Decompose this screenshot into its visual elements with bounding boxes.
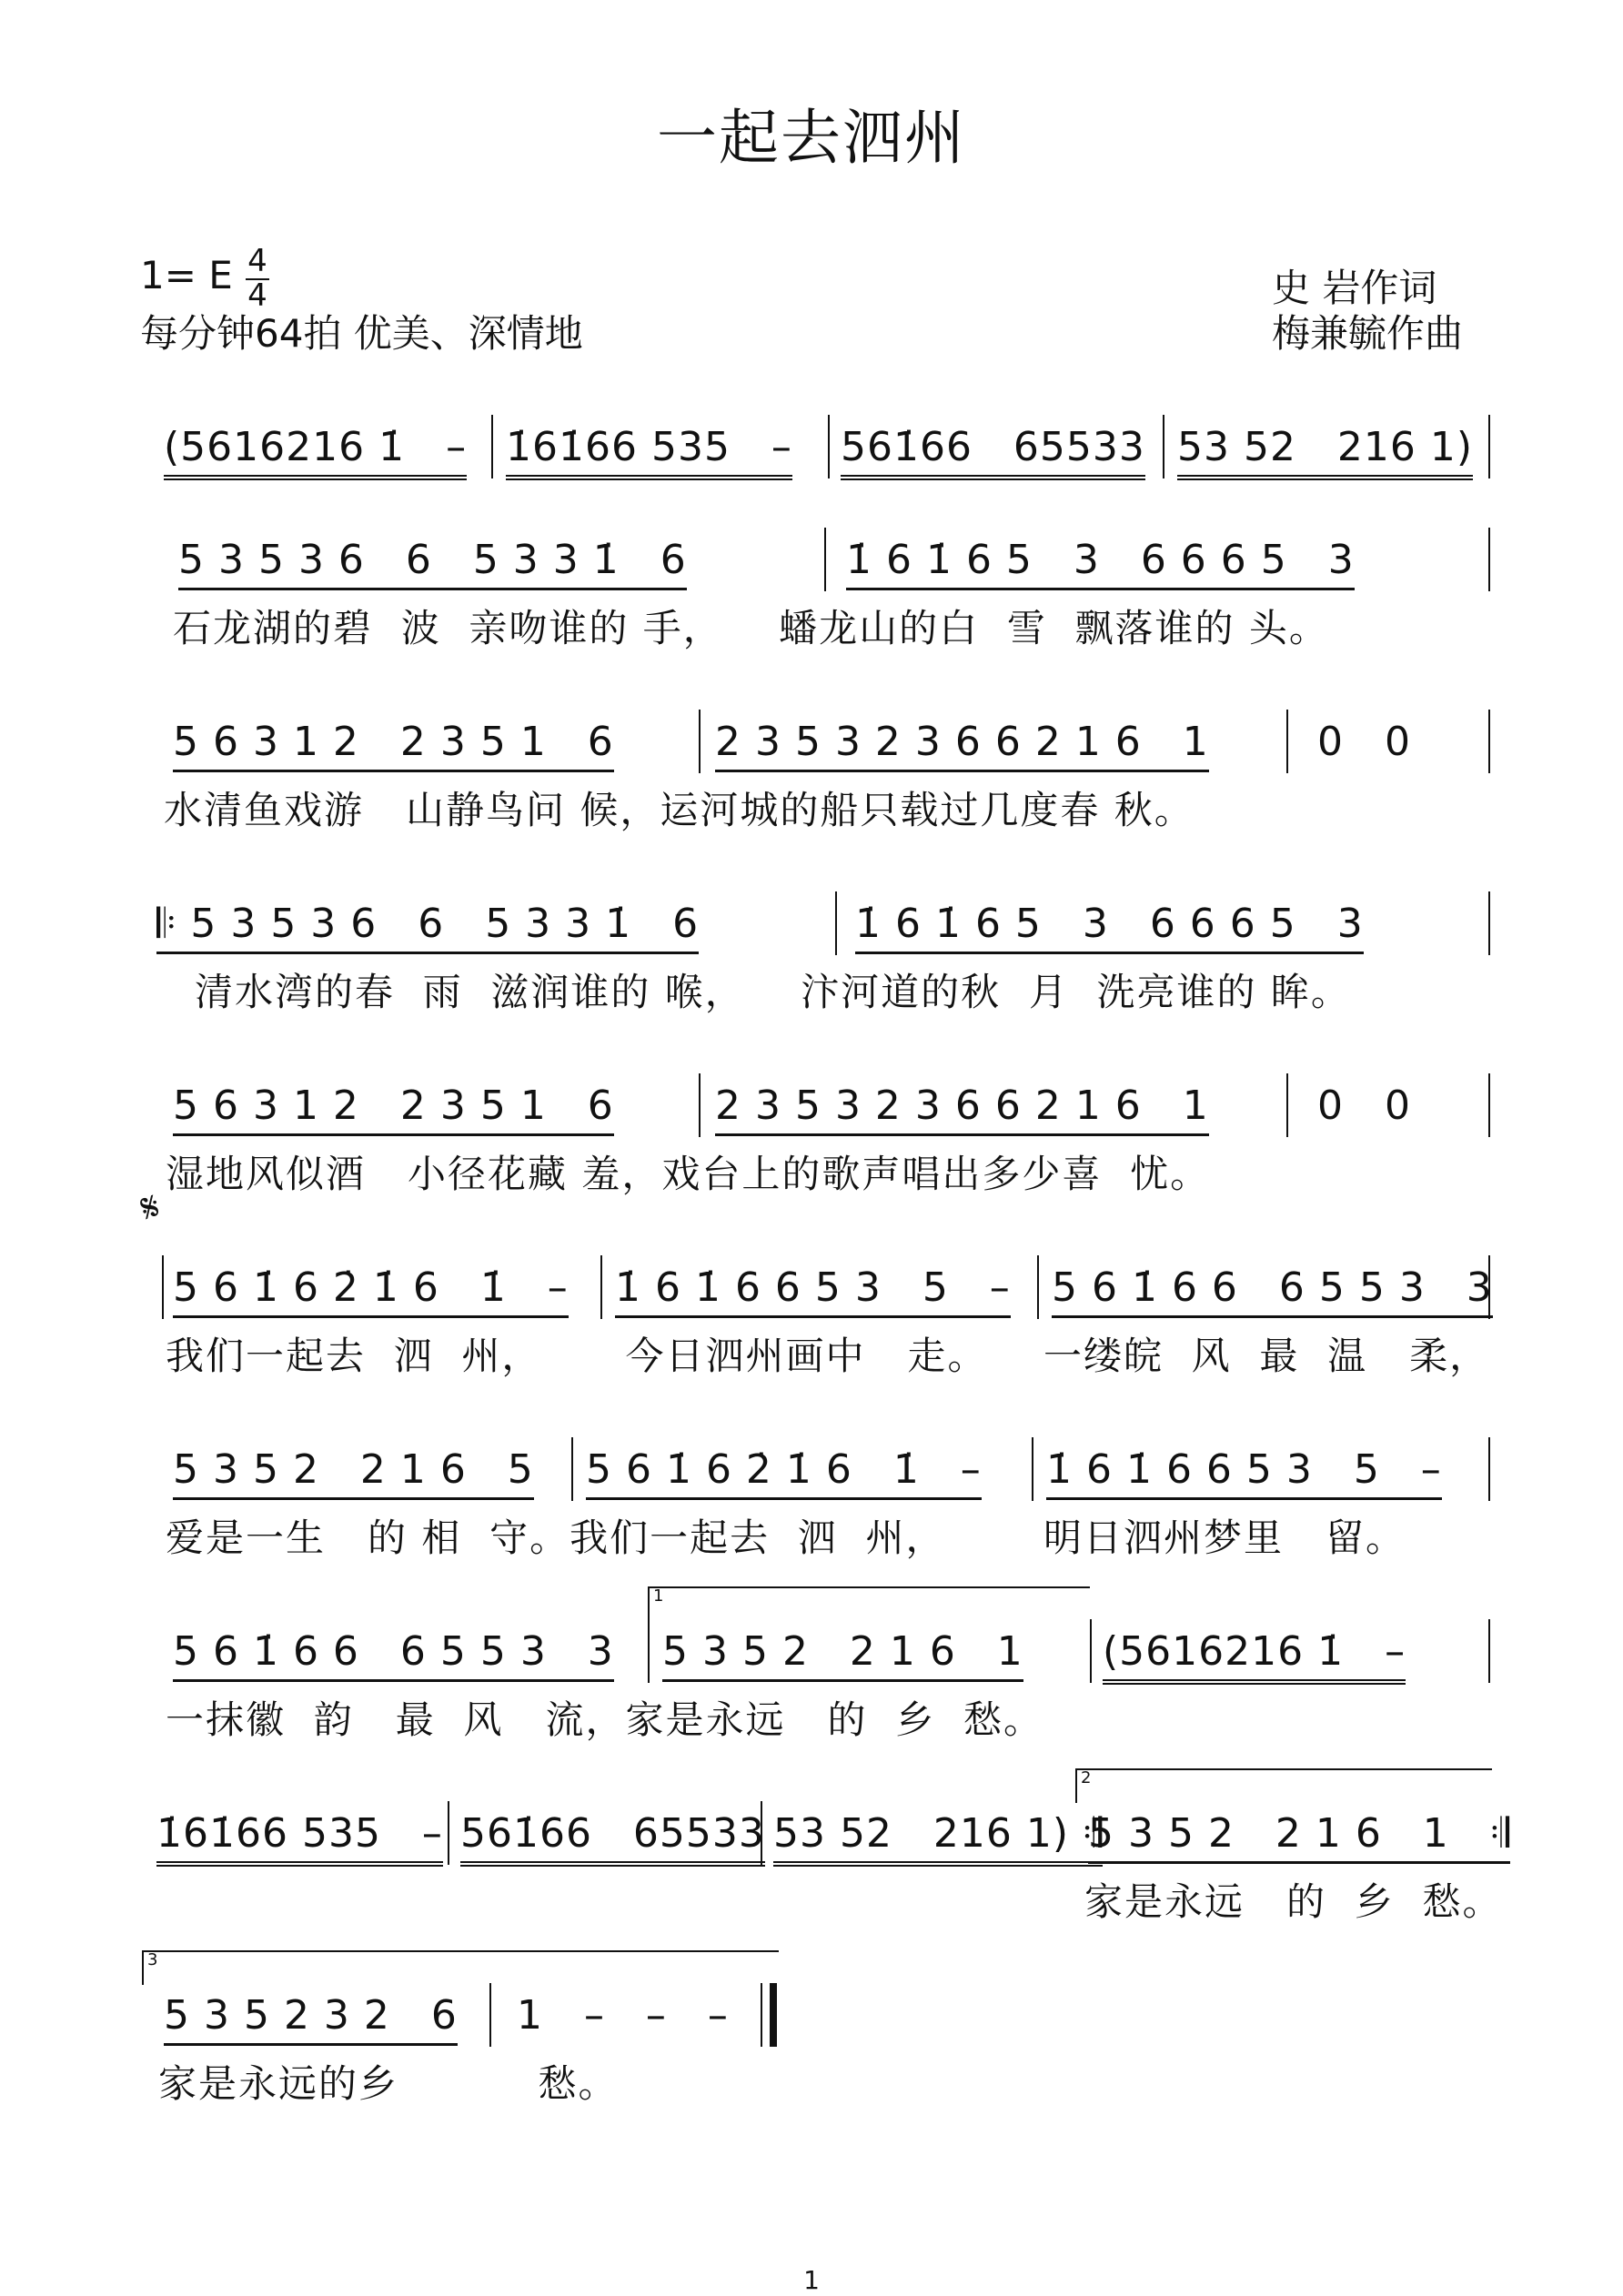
lyricist-credit: 史 岩作词 — [1272, 266, 1437, 310]
measure-3: 5 6 1̇ 6 6 6 5 5 3 3 — [1052, 1261, 1493, 1318]
measure-3: (5616216 1̇ – — [1103, 1625, 1406, 1685]
page-number: 1 — [803, 2265, 820, 2295]
barline — [648, 1619, 650, 1683]
barline — [761, 1801, 762, 1865]
volta-bracket-1: 1 — [648, 1586, 1090, 1621]
score-row-8 — [0, 1625, 1623, 1743]
measure-2: 1 – – – — [517, 1992, 729, 2039]
lyrics-line: 家是永远的乡 愁。 — [158, 2061, 619, 2106]
measure-3: 53 52 216 1) 𝄇 — [773, 1807, 1103, 1867]
barline — [1488, 1619, 1490, 1683]
key-signature: 1= E — [140, 253, 233, 297]
barline — [1488, 1255, 1490, 1319]
measure-1: 𝄆 5 3 5 3 6 6 5 3 3 1̇ 6 — [156, 897, 699, 954]
measure-1: 5 6 1̇ 6 2̇ 1̇ 6 1̇ – — [173, 1261, 569, 1318]
barline — [1488, 415, 1490, 478]
barline — [1488, 710, 1490, 773]
measure-2: 2 3 5 3 2 3 6 6 2 1 6 1 — [715, 1079, 1209, 1136]
barline — [699, 1073, 701, 1137]
time-signature — [244, 243, 271, 314]
measure-2: 1̇ 6 1̇ 6 6 5 3 5 – — [615, 1261, 1011, 1318]
measure-2: 5 3 5 2 2 1 6 1 — [662, 1625, 1023, 1682]
song-title: 一起去泗州 — [657, 103, 966, 173]
measure-2: 2 3 5 3 2 3 6 6 2 1 6 1 — [715, 715, 1209, 772]
final-barline-thick — [770, 1983, 777, 2047]
measure-2: 5 6 1̇ 6 2̇ 1̇ 6 1̇ – — [586, 1443, 982, 1500]
barline — [699, 710, 701, 773]
final-barline — [761, 1983, 762, 2047]
barline — [1488, 891, 1490, 955]
barline — [828, 415, 830, 478]
score-row-9 — [0, 1807, 1623, 1925]
measure-1: 5 6 3 1 2 2 3 5 1 6 — [173, 715, 614, 772]
time-signature-top: 4 — [247, 243, 267, 279]
barline — [835, 891, 837, 955]
barline — [1488, 1437, 1490, 1501]
measure-4: 53 52 216 1) — [1177, 420, 1473, 480]
barline — [600, 1255, 602, 1319]
measure-1: 5 3 5 2 3 2 6 — [164, 1989, 458, 2046]
score-row-4 — [0, 897, 1623, 1015]
lyrics-line: 水清鱼戏游 山静鸟问 候，运河城的船只载过几度春 秋。 — [164, 788, 1195, 832]
measure-1: 5 3 5 3 6 6 5 3 3 1̇ 6 — [178, 533, 687, 590]
barline — [1488, 528, 1490, 591]
measure-3: 0 0 — [1317, 1083, 1411, 1129]
measure-1: 5 6 3 1 2 2 3 5 1 6 — [173, 1079, 614, 1136]
measure-1: 5 6 1̇ 6 6 6 5 5 3 3 — [173, 1625, 614, 1682]
barline — [1037, 1255, 1039, 1319]
measure-1: (5616216 1̇ – — [164, 420, 467, 480]
score-row-2 — [0, 533, 1623, 651]
lyrics-line: 石龙湖的碧 波 亲吻谁的 手， 蟠龙山的白 雪 飘落谁的 头。 — [173, 606, 1329, 650]
lyrics-line: 爱是一生 的 相 守。我们一起去 泗 州， 明日泗州梦里 留。 — [166, 1516, 1406, 1560]
barline — [489, 1983, 491, 2047]
barline — [571, 1437, 573, 1501]
volta-bracket-3: 3 — [142, 1950, 779, 1985]
score-row-3 — [0, 715, 1623, 833]
lyrics-line: 清水湾的春 雨 滋润谁的 喉， 汴河道的秋 月 洗亮谁的 眸。 — [195, 970, 1351, 1014]
score-row-5 — [0, 1079, 1623, 1197]
score-row-6 — [0, 1261, 1623, 1379]
measure-1: 1̇61̇66 535 – — [156, 1807, 443, 1867]
lyrics-line: 我们一起去 泗 州， 今日泗州画中 走。 一缕皖 风 最 温 柔， — [166, 1334, 1490, 1378]
measure-2: 1̇ 6 1̇ 6 5 3 6 6 6 5 3 — [855, 897, 1364, 954]
barline — [448, 1801, 449, 1865]
lyrics-line: 一抹徽 韵 最 风 流，家是永远 的 乡 愁。 — [166, 1697, 1043, 1742]
barline — [1032, 1437, 1033, 1501]
barline — [1090, 1619, 1092, 1683]
lyrics-line: 家是永远 的 乡 愁。 — [1084, 1879, 1503, 1924]
measure-3: 1̇ 6 1̇ 6 6 5 3 5 – — [1046, 1443, 1442, 1500]
measure-2: 561̇66 65533 — [460, 1807, 765, 1867]
time-signature-bottom: 4 — [247, 277, 267, 314]
tempo-marking: 每分钟64拍 优美、深情地 — [140, 311, 583, 356]
barline — [1488, 1073, 1490, 1137]
barline — [1286, 1073, 1288, 1137]
composer-credit: 梅兼毓作曲 — [1272, 311, 1464, 356]
volta-bracket-2: 2 — [1075, 1768, 1492, 1803]
lyrics-line: 湿地风似酒 小径花藏 羞，戏台上的歌声唱出多少喜 忧。 — [166, 1152, 1211, 1196]
score-row-10 — [0, 1989, 1623, 2107]
barline — [162, 1255, 164, 1319]
measure-2: 1̇61̇66 535 – — [506, 420, 792, 480]
segno-sign: 𝄋 — [134, 1183, 167, 1233]
measure-3: 561̇66 65533 — [841, 420, 1145, 480]
measure-1: 5 3 5 2 2 1 6 5 — [173, 1443, 534, 1500]
barline — [491, 415, 493, 478]
measure-3: 0 0 — [1317, 719, 1411, 765]
measure-2: 1̇ 6 1̇ 6 5 3 6 6 6 5 3 — [846, 533, 1355, 590]
score-row-1 — [0, 420, 1623, 539]
barline — [1163, 415, 1164, 478]
measure-4: 5 3 5 2 2 1 6 1 𝄇 — [1088, 1807, 1510, 1864]
barline — [824, 528, 826, 591]
barline — [1286, 710, 1288, 773]
score-row-7 — [0, 1443, 1623, 1561]
